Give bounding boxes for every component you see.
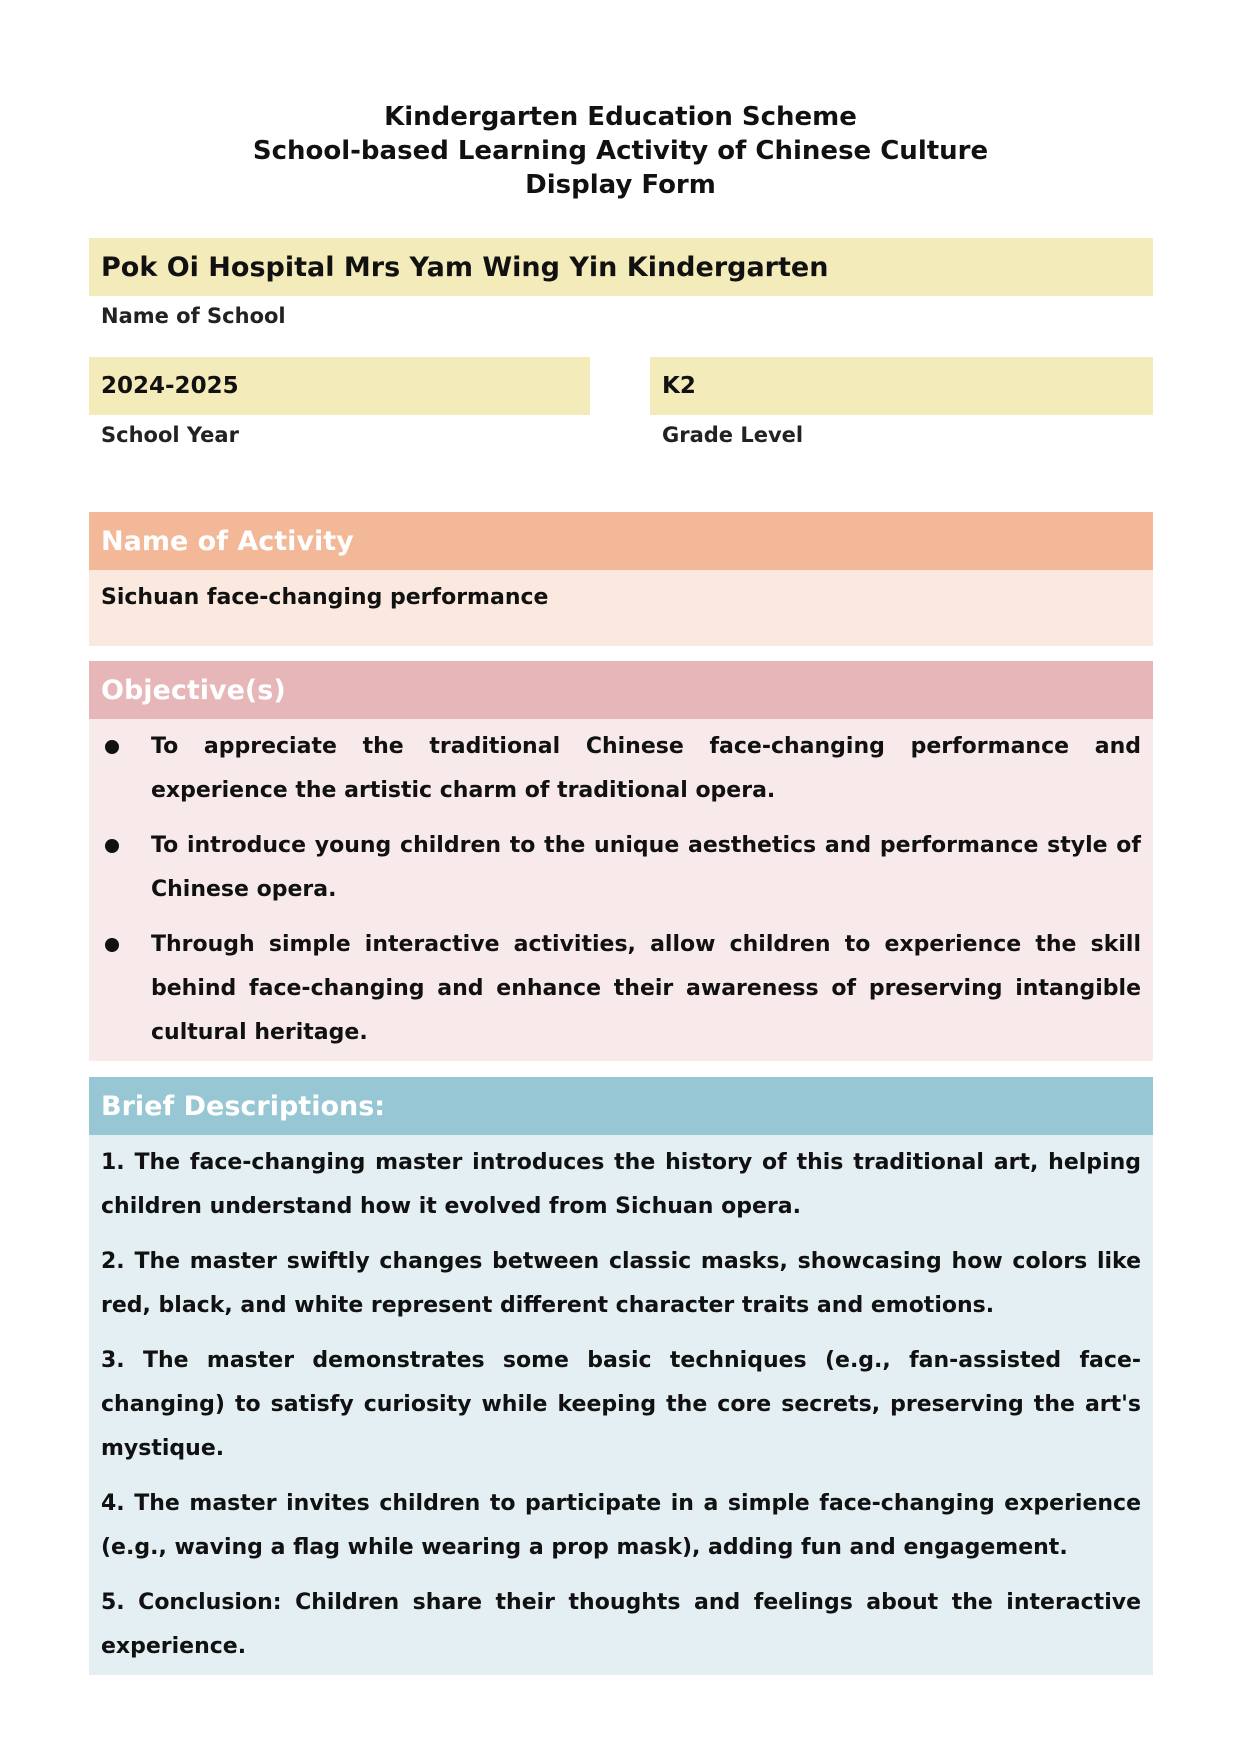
title-line-3: Display Form xyxy=(525,170,716,200)
grade-level-caption: Grade Level xyxy=(662,423,804,447)
description-item: 2. The master swiftly changes between classic masks, showcasing how colors like red, black, and white represent different character traits and emotions. xyxy=(101,1249,1141,1318)
bullet-icon xyxy=(101,824,151,912)
activity-body xyxy=(89,570,1153,646)
descriptions-header: Brief Descriptions: xyxy=(89,1077,1153,1135)
title-line-2: School-based Learning Activity of Chinese Culture xyxy=(252,136,989,166)
descriptions-body xyxy=(89,1135,1153,1675)
grade-level-value: K2 xyxy=(662,373,696,399)
objectives-section xyxy=(89,661,1153,1061)
school-year-value: 2024-2025 xyxy=(101,373,239,399)
activity-header: Name of Activity xyxy=(89,512,1153,570)
objective-item xyxy=(101,923,1141,1055)
objectives-body xyxy=(89,719,1153,1061)
school-name-value: Pok Oi Hospital Mrs Yam Wing Yin Kindergarten xyxy=(101,251,829,283)
description-item: 5. Conclusion: Children share their thoughts and feelings about the interactive experience. xyxy=(101,1590,1141,1659)
activity-section xyxy=(89,512,1153,646)
title-line-1: Kindergarten Education Scheme xyxy=(384,102,857,132)
descriptions-section xyxy=(89,1077,1153,1675)
objectives-header: Objective(s) xyxy=(89,661,1153,719)
description-item: 3. The master demonstrates some basic techniques (e.g., fan-assisted face-changing) to satisfy curiosity while keeping the core secrets, preserving the art's mystique. xyxy=(101,1348,1141,1461)
form-title xyxy=(0,100,1241,202)
objective-text: To appreciate the traditional Chinese face-changing performance and experience the artistic charm of traditional opera. xyxy=(151,734,1141,803)
objective-item xyxy=(101,725,1141,813)
school-name-caption: Name of School xyxy=(101,304,286,328)
bullet-icon xyxy=(101,923,151,1055)
school-year-field xyxy=(89,357,590,415)
objective-text: Through simple interactive activities, allow children to experience the skill behind face-changing and enhance their awareness of preserving intangible cultural heritage. xyxy=(151,932,1141,1045)
objective-text: To introduce young children to the unique aesthetics and performance style of Chinese opera. xyxy=(151,833,1141,902)
description-item: 4. The master invites children to participate in a simple face-changing experience (e.g., waving a flag while wearing a prop mask), adding fun and engagement. xyxy=(101,1491,1141,1560)
grade-level-field xyxy=(650,357,1153,415)
activity-name: Sichuan face-changing performance xyxy=(101,585,549,610)
school-year-caption: School Year xyxy=(101,423,239,447)
description-item: 1. The face-changing master introduces the history of this traditional art, helping children understand how it evolved from Sichuan opera. xyxy=(101,1150,1141,1219)
school-name-field xyxy=(89,238,1153,296)
objective-item xyxy=(101,824,1141,912)
bullet-icon xyxy=(101,725,151,813)
